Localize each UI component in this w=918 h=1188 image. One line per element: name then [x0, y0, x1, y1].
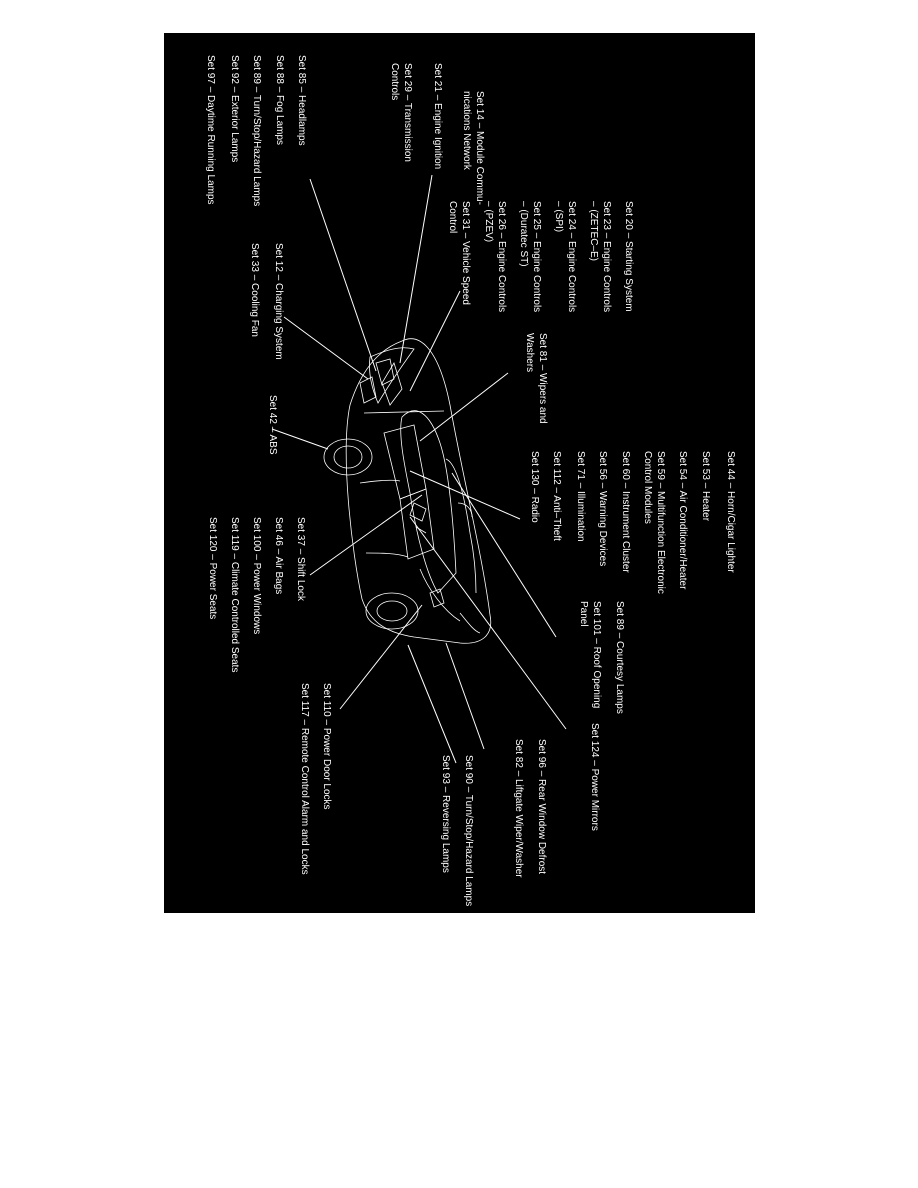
label-set101: Set 101 – Roof Opening	[591, 601, 602, 709]
label-set90: Set 90 – Turn/Stop/Hazard Lamps	[463, 755, 474, 907]
label-group	[205, 55, 736, 906]
label-set93: Set 93 – Reversing Lamps	[440, 755, 451, 873]
label-set14: Set 14 – Module Commu-	[474, 91, 485, 205]
label-set46: Set 46 – Air Bags	[273, 517, 284, 595]
label-set29: Set 29 – Transmission	[402, 63, 413, 162]
label-set44: Set 44 – Horn/Cigar Lighter	[725, 451, 736, 573]
label-set89a: Set 89 – Turn/Stop/Hazard Lamps	[251, 55, 262, 207]
label-set24-line2: – (SPI)	[553, 201, 564, 233]
label-set59-line2: Control Modules	[642, 451, 653, 524]
label-set60: Set 60 – Instrument Cluster	[620, 451, 631, 573]
label-set92: Set 92 – Exterior Lamps	[229, 55, 240, 163]
label-set59: Set 59 – Multifunction Electronic	[655, 451, 666, 594]
diagram-panel	[164, 33, 755, 913]
leader-power-mirrors	[410, 517, 566, 729]
label-set100: Set 100 – Power Windows	[251, 517, 262, 635]
label-set24: Set 24 – Engine Controls	[566, 201, 577, 313]
label-set96: Set 96 – Rear Window Defrost	[536, 739, 547, 875]
label-set42: Set 42 – ABS	[267, 395, 278, 455]
leader-liftgate	[446, 643, 484, 749]
label-set26: Set 26 – Engine Controls	[496, 201, 507, 313]
label-set97: Set 97 – Daytime Running Lamps	[205, 55, 216, 205]
label-set53: Set 53 – Heater	[700, 451, 711, 522]
label-set81-line2: Washers	[524, 333, 535, 373]
label-set23-line2: – (ZETEC–E)	[588, 201, 599, 262]
label-set25-line2: – (Duratec ST)	[518, 201, 529, 267]
label-set12: Set 12 – Charging System	[273, 243, 284, 360]
label-set124: Set 124 – Power Mirrors	[589, 723, 600, 831]
leader-reversing	[408, 645, 456, 763]
label-set31: Set 31 – Vehicle Speed	[460, 201, 471, 305]
leader-abs	[272, 429, 328, 449]
leader-engine-ignition	[400, 175, 432, 363]
label-set33: Set 33 – Cooling Fan	[249, 243, 260, 337]
label-set20: Set 20 – Starting System	[623, 201, 634, 312]
label-set54: Set 54 – Air Conditioner/Heater	[677, 451, 688, 590]
label-set23: Set 23 – Engine Controls	[601, 201, 612, 313]
label-set130: Set 130 – Radio	[529, 451, 540, 523]
label-set25: Set 25 – Engine Controls	[531, 201, 542, 313]
label-set56: Set 56 – Warning Devices	[597, 451, 608, 567]
label-set71: Set 71 – Illumination	[575, 451, 586, 542]
leader-vehicle-speed	[410, 291, 460, 391]
label-set14-line2: nications Network	[461, 91, 472, 170]
label-set21: Set 21 – Engine Ignition	[432, 63, 443, 170]
label-set85: Set 85 – Headlamps	[296, 55, 307, 146]
label-set110: Set 110 – Power Door Locks	[321, 683, 332, 810]
leader-door-locks	[340, 605, 422, 709]
label-set29-line2: Controls	[389, 63, 400, 101]
vehicle-component-diagram	[164, 33, 755, 913]
label-set89b: Set 89 – Courtesy Lamps	[614, 601, 625, 714]
label-set117: Set 117 – Remote Control Alarm and Locks	[299, 683, 310, 875]
label-set82: Set 82 – Liftgate Wiper/Washer	[513, 739, 524, 878]
leader-headlamps	[310, 179, 376, 371]
label-set81: Set 81 – Wipers and	[537, 333, 548, 424]
vehicle-illustration	[324, 339, 491, 643]
leader-wipers	[420, 373, 508, 441]
label-set37: Set 37 – Shift Lock	[295, 517, 306, 601]
label-set112: Set 112 – Anti–Theft	[551, 451, 562, 541]
label-set119: Set 119 – Climate Controlled Seats	[229, 517, 240, 673]
label-set88: Set 88 – Fog Lamps	[274, 55, 285, 146]
label-set120: Set 120 – Power Seats	[207, 517, 218, 620]
label-set101-line2: Panel	[578, 601, 589, 627]
label-set26-line2: – (PZEV)	[483, 201, 494, 243]
leader-charging-system	[284, 317, 368, 379]
label-set31-line2: Control	[447, 201, 458, 234]
